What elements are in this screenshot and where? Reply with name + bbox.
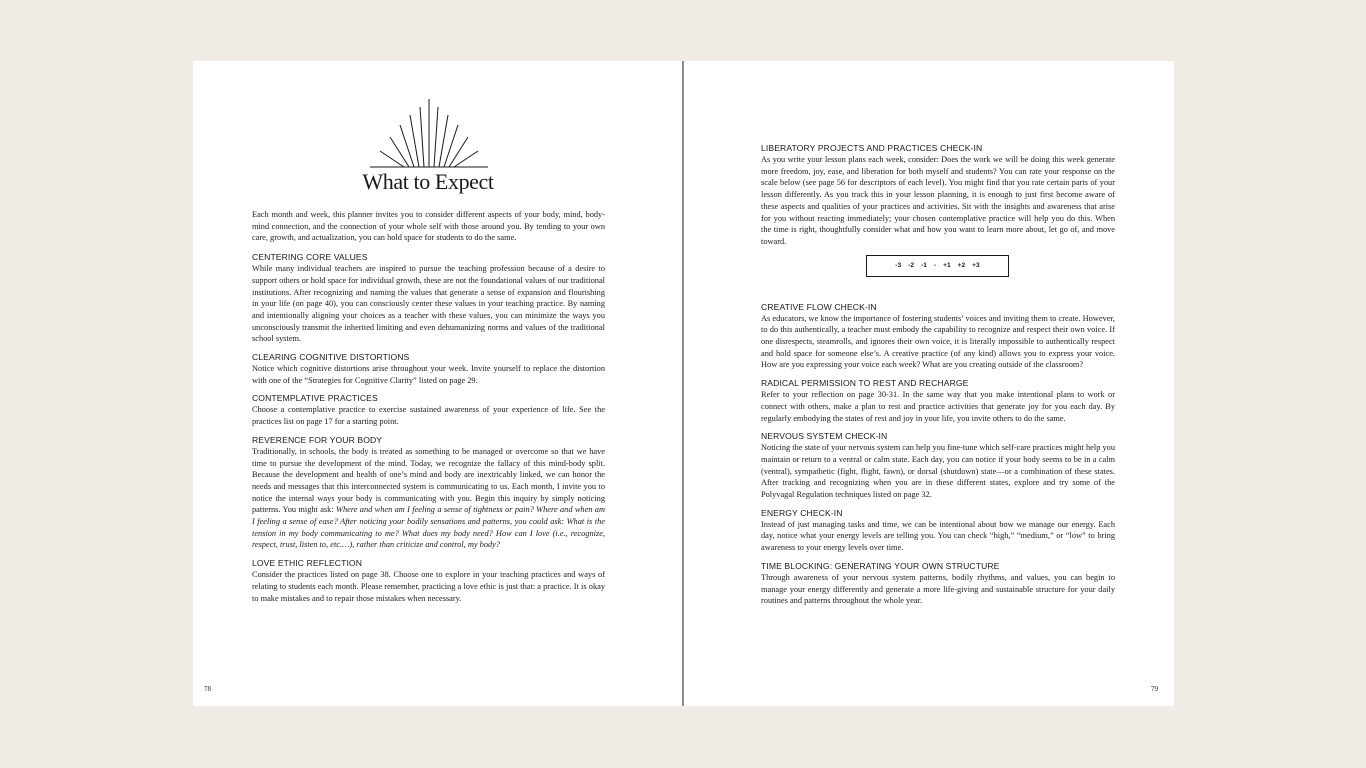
scale-value: +2: [957, 262, 966, 270]
section-body: Instead of just managing tasks and time, we can be intentional about how we manage our energy. Each day, notice what your energy levels are telling you. You can check “high,” “medium,” or “low” to bring awareness to your energy levels over time.: [761, 519, 1115, 553]
book-spread: [193, 61, 1174, 706]
section-body: As educators, we know the importance of fostering students’ voices and inviting them to create. However, to do this authentically, a teacher must embody the capability to recognize and respect their own voice. If one disrespects, steamrolls, and ignores their own voice, it is literally impossible to authentically respect and hold space for someone else’s. A creative practice (of any kind) allows you to express your voice. How are you expressing your voice each week? What are you creating outside of the classroom?: [761, 313, 1115, 370]
section-heading: NERVOUS SYSTEM CHECK-IN: [761, 431, 888, 442]
section-body: While many individual teachers are inspired to pursue the teaching profession because of a desire to support others or hold space for individual growth, these are not the foundational values of our traditional institutions. After recognizing and naming the values that generate a sense of expansion and flourishing in your life (on page 40), you can consciously center these values in your teaching practice. By naming and intentionally aligning your choices as a teacher with these values, you can minimize the ways you unconsciously transmit the inherited limiting and even dehumanizing norms and values of the traditional school system.: [252, 264, 605, 344]
page-number: 79: [1151, 685, 1158, 693]
left-page: [193, 61, 682, 706]
left-column: [252, 209, 605, 604]
section-body: Consider the practices listed on page 38. Choose one to explore in your teaching practices and ways of relating to students each month. Please remember, practicing a love ethic is just that: a practice. It is okay to make mistakes and to repair those mistakes when necessary.: [252, 570, 605, 603]
spacer: [761, 277, 1115, 295]
scale-value: -1: [921, 262, 927, 270]
section-body: Notice which cognitive distortions arise throughout your week. Invite yourself to replace the distortion with one of the “Strategies for Cognitive Clarity” listed on page 29.: [252, 364, 605, 385]
section-body-italic: Where and when am I feeling a sense of tightness or pain? Where and when am I feeling a sense of ease? After noticing your bodily sensations and patterns, you could ask: What is the tension in my body communicating to me? What does my body need? How can I love (i.e., recognize, respect, trust, listen to, etc.…), rather than criticize and control, my body?: [252, 505, 605, 550]
scale-value: +3: [972, 262, 980, 270]
section-heading: CONTEMPLATIVE PRACTICES: [252, 393, 378, 404]
section-body: Noticing the state of your nervous system can help you fine-tune which self-care practices might help you maintain or return to a ventral or calm state. Each day, you can notice if your body seems to be in a calm (ventral), sympathetic (fight, flight, fawn), or dorsal (shutdown) state—or a combination of these states. After tracking and recognizing when you are in these different states, explore and try some of the Polyvagal Regulation techniques listed on page 32.: [761, 443, 1115, 500]
section-heading: LIBERATORY PROJECTS AND PRACTICES CHECK-IN: [761, 143, 983, 153]
section-body-text: Traditionally, in schools, the body is treated as something to be managed or overcome so that we have time to pursue the development of the mind. Today, we recognize the fallacy of this mind-body split. Because the development and health of one’s mind and body are inextricably linked, we can honor the needs and messages that this interconnected system is communicating to us. Each month, I invite you to notice the internal ways your body is communicating with you. Begin this inquiry by simply noticing patterns. You might ask:: [252, 446, 605, 515]
section-heading: ENERGY CHECK-IN: [761, 507, 843, 518]
page-title: What to Expect: [362, 169, 494, 194]
right-page: [684, 61, 1174, 706]
section-heading: CLEARING COGNITIVE DISTORTIONS: [252, 352, 410, 363]
section-heading: LOVE ETHIC REFLECTION: [252, 558, 363, 569]
scale-value: -3: [895, 262, 902, 270]
rating-scale: [866, 255, 1009, 277]
scale-value: -2: [908, 262, 915, 270]
sunburst-icon: [366, 97, 492, 173]
section-body: Refer to your reflection on page 30-31. In the same way that you make intentional plans to work or connect with others, make a plan to rest and practice activities that generate joy for you each day. By regularly embodying the states of rest and joy in your life, you invite others to do the same.: [761, 390, 1115, 423]
intro-paragraph: Each month and week, this planner invites you to consider different aspects of your body, mind, body-mind connection, and the connection of your whole self with those around you. By tending to your own care, growth, and actualization, you can hold space for students to do the same.: [252, 210, 605, 243]
scale-value: +1: [943, 262, 951, 270]
section-heading: REVERENCE FOR YOUR BODY: [252, 434, 383, 445]
section-heading: TIME BLOCKING: GENERATING YOUR OWN STRUCTURE: [761, 560, 1000, 571]
section-heading: CENTERING CORE VALUES: [252, 252, 368, 263]
section-body: As you write your lesson plans each week, consider: Does the work we will be doing this week generate more freedom, joy, ease, and liberation for both myself and students? You can rate your response on the scale below (see page 56 for descriptors of each level). You might find that you rate certain parts of your lesson differently. As you track this in your lesson planning, it is enough to just first become aware of these aspects and qualities of your practices and activities. Sit with the insights and awareness that arise for you without reacting immediately; your chosen contemplative practice will help you do this. When the time is right, thoughtfully consider what and how you want to learn more about, let go of, and move toward.: [761, 155, 1115, 246]
right-column: [761, 143, 1115, 607]
section-body: [252, 446, 605, 551]
section-body: Choose a contemplative practice to exercise sustained awareness of your experience of life. See the practices list on page 17 for a starting point.: [252, 405, 605, 427]
page-number: 78: [204, 685, 211, 693]
section-heading: CREATIVE FLOW CHECK-IN: [761, 301, 877, 312]
scale-value: -: [933, 262, 937, 270]
section-body: Through awareness of your nervous system patterns, bodily rhythms, and values, you can begin to manage your energy differently and generate a more life-giving and sustainable structure for your daily routines and patterns throughout the whole year.: [761, 572, 1115, 606]
section-heading: RADICAL PERMISSION TO REST AND RECHARGE: [761, 378, 969, 389]
